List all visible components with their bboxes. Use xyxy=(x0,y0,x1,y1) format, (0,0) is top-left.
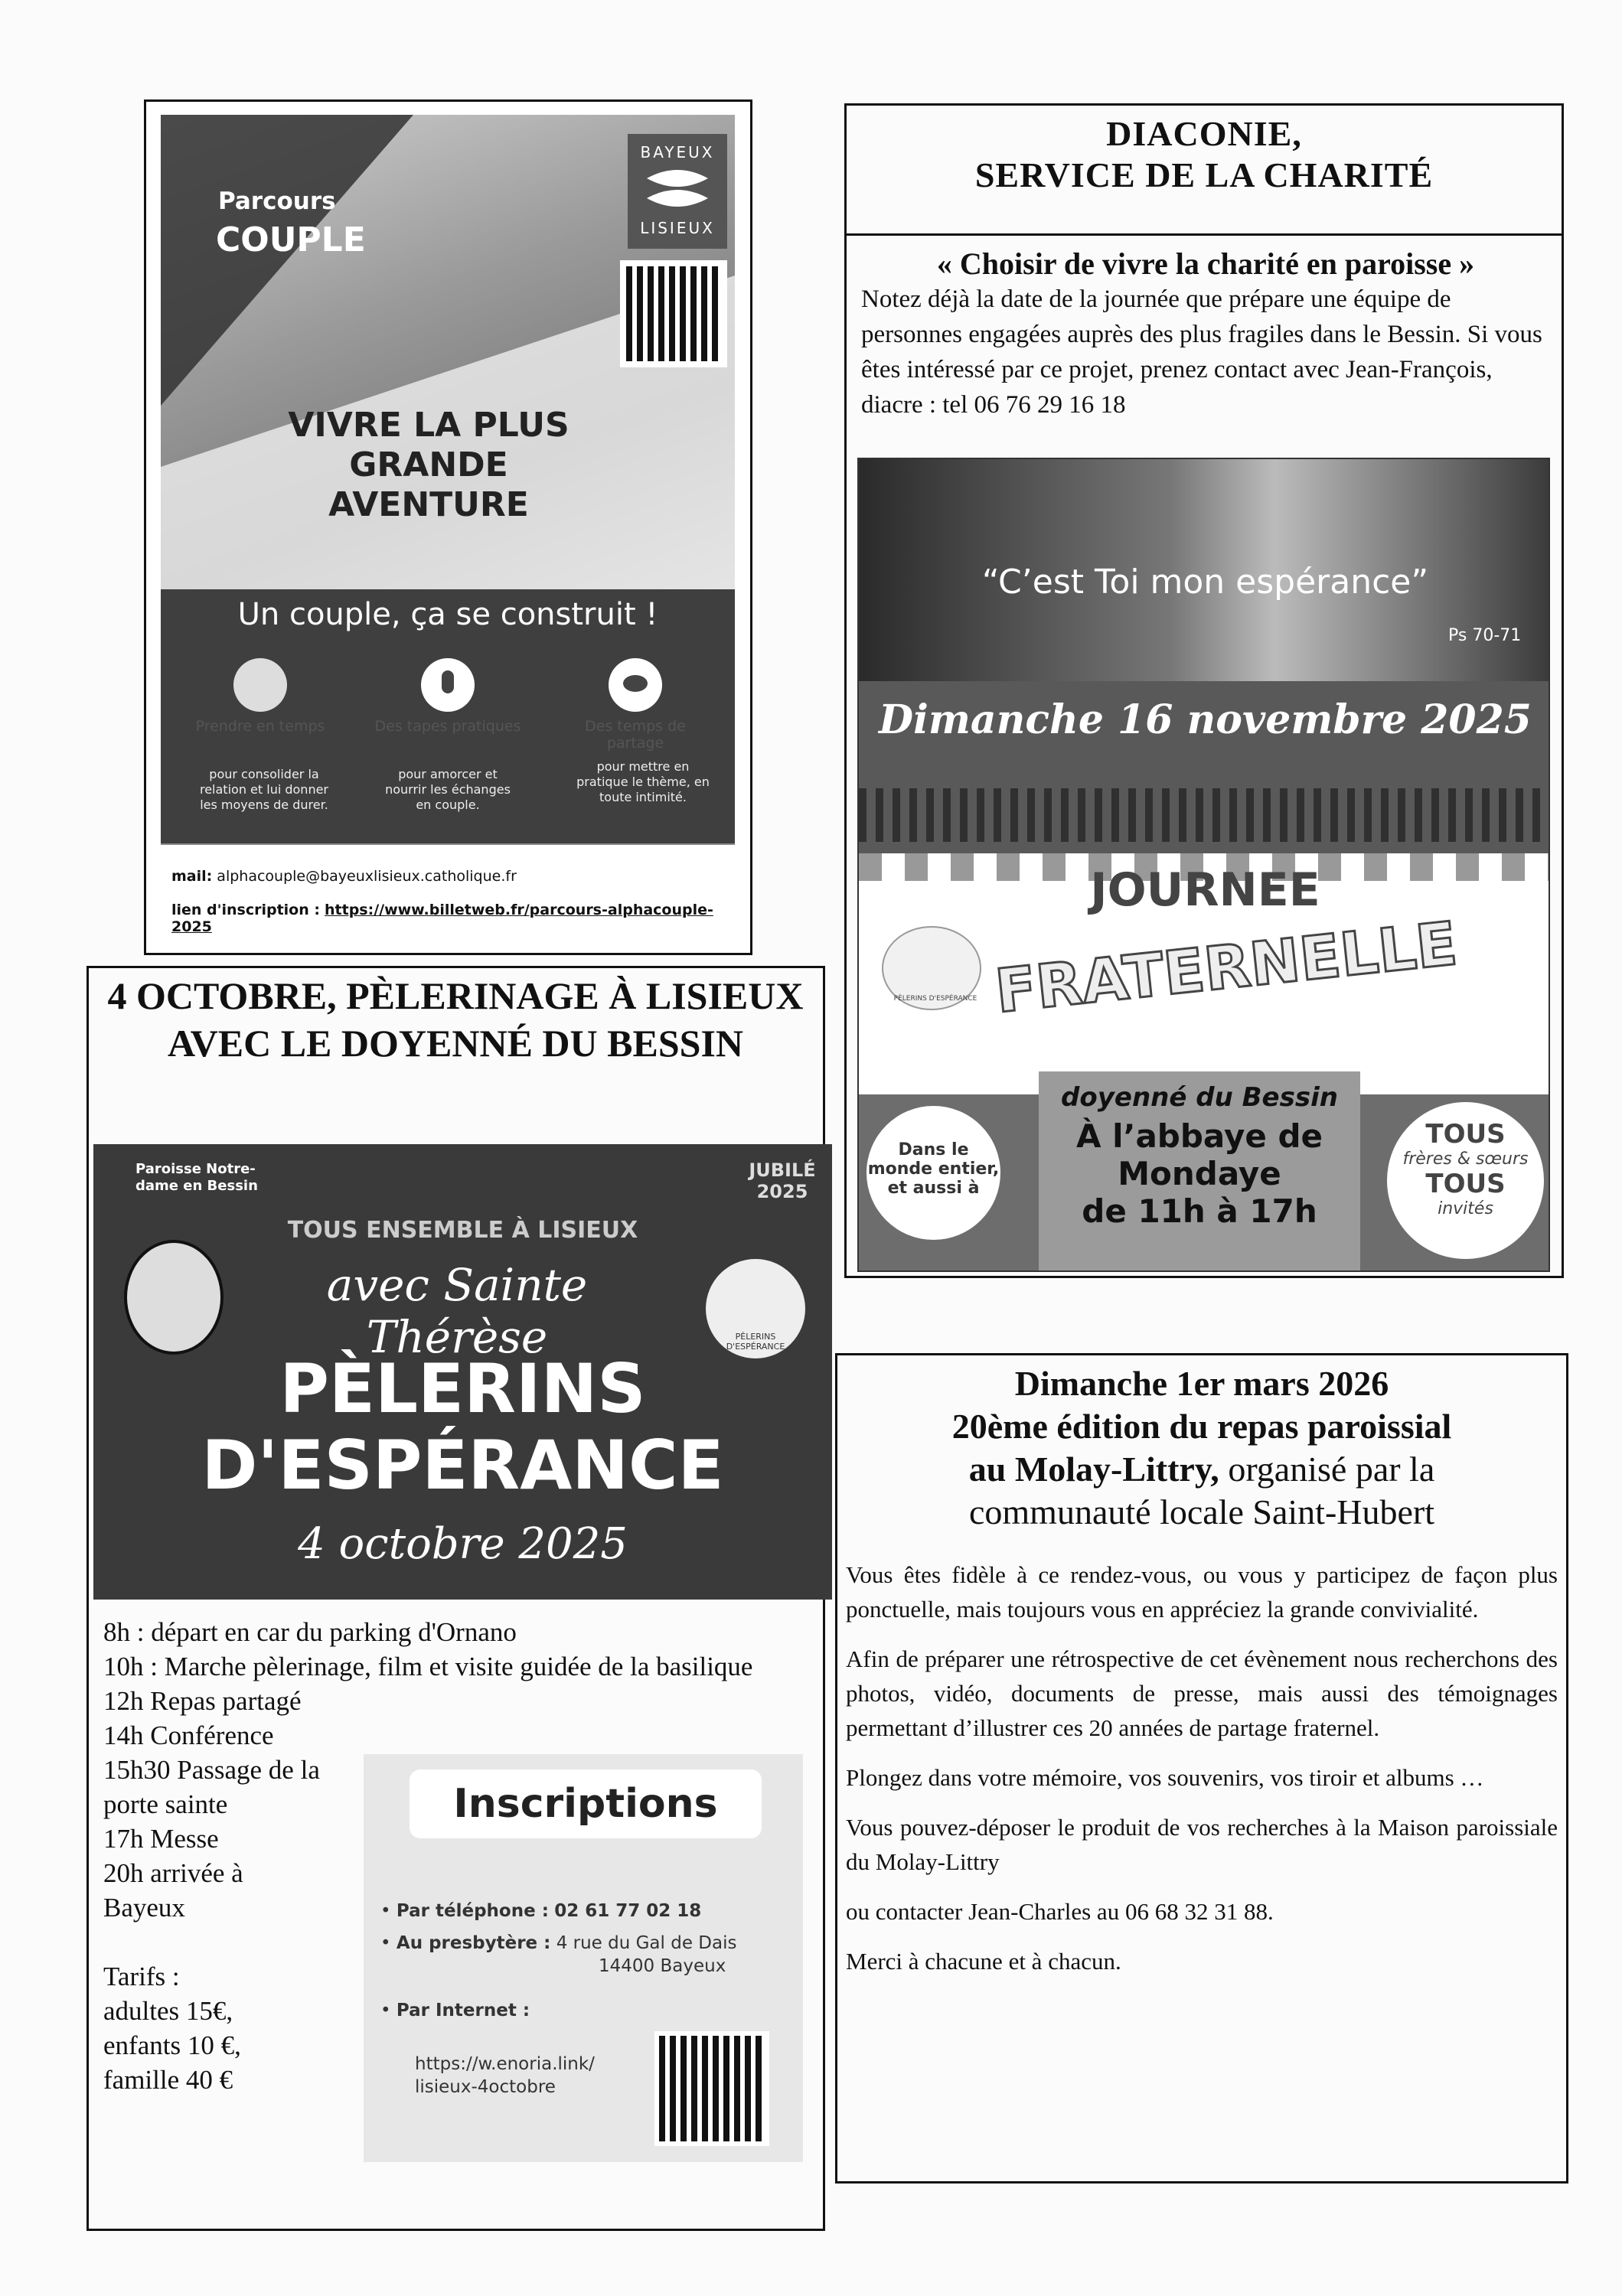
internet-line: • Par Internet : xyxy=(380,2001,530,2020)
repas-title-line4: communauté locale Saint-Hubert xyxy=(968,1492,1435,1531)
right-bubble xyxy=(1387,1102,1544,1259)
diaconie-quote: « Choisir de vivre la charité en paroisse » xyxy=(936,246,1475,281)
repas-paragraph: Plongez dans votre mémoire, vos souvenirs, vos tiroir et albums … xyxy=(846,1764,1484,1791)
phone-line: • Par téléphone : 02 61 77 02 18 xyxy=(380,1901,702,1921)
mail-value[interactable]: alphacouple@bayeuxlisieux.catholique.fr xyxy=(217,868,517,885)
saint-therese-portrait xyxy=(124,1240,224,1355)
pelerinage-poster xyxy=(93,1144,832,1600)
inscription-url-2[interactable]: lisieux-4octobre xyxy=(415,2077,556,2097)
journee-fraternelle-poster xyxy=(857,458,1550,1272)
repas-title-line3-bold: au Molay-Littry, xyxy=(968,1450,1219,1489)
jubile-label xyxy=(744,1159,821,1202)
feature-3-title-text: Des temps de xyxy=(585,718,686,735)
diaconie-title xyxy=(847,107,1562,233)
phone-label: Par téléphone : xyxy=(396,1901,549,1921)
right-tous-1: TOUS xyxy=(1425,1119,1506,1150)
couple-banner-line2: COUPLE xyxy=(216,220,366,259)
repas-paragraph: ou contacter Jean-Charles au 06 68 32 31 88. xyxy=(846,1898,1274,1925)
headline-line3: AVENTURE xyxy=(328,485,529,524)
couple-qr-code[interactable] xyxy=(620,260,727,367)
parish-name: Paroisse Notre-dame en Bessin xyxy=(135,1161,258,1194)
internet-label: Par Internet : xyxy=(396,2001,530,2020)
tarif-item: adultes 15€, xyxy=(103,1996,233,2026)
poster-quote: “C’est Toi mon espérance” xyxy=(981,563,1429,602)
saint-therese-text: avec Sainte Thérèse xyxy=(326,1259,588,1363)
poster-date: Dimanche 16 novembre 2025 xyxy=(879,696,1532,743)
schedule-item: 20h arrivée à Bayeux xyxy=(103,1858,243,1923)
pelerins-heading xyxy=(93,1351,832,1504)
bayeux-lisieux-logo xyxy=(628,134,727,249)
jubile-text: JUBILÉ xyxy=(749,1159,816,1181)
tarif-item: enfants 10 €, xyxy=(103,2030,241,2060)
people-row-illustration xyxy=(859,788,1550,842)
couple-banner-line1: Parcours xyxy=(218,188,336,215)
headline-line2: GRANDE xyxy=(349,445,508,484)
schedule-left-column xyxy=(103,1684,356,2097)
diaconie-title-line1: DIACONIE, xyxy=(1106,114,1302,153)
diaconie-separator xyxy=(847,233,1562,236)
feature-1-title-text: Prendre xyxy=(195,718,252,735)
couple-tagline: Un couple, ça se construit ! xyxy=(237,597,658,632)
repas-text xyxy=(846,1557,1558,1994)
poster-hours: de 11h à 17h xyxy=(1082,1192,1317,1230)
pelerinage-date: 4 octobre 2025 xyxy=(298,1519,628,1569)
pelerins-seal: PÈLERINS D'ESPÉRANCE xyxy=(706,1259,805,1358)
feature-2-text: pour amorcer et nourrir les échanges en couple. xyxy=(385,767,511,812)
logo-bottom: LISIEUX xyxy=(640,219,715,237)
diaconie-title-line2: SERVICE DE LA CHARITÉ xyxy=(974,155,1434,194)
registration-link[interactable]: https://www.billetweb.fr/parcours-alphacouple-2025 xyxy=(171,902,713,935)
poster-journee: JOURNEE xyxy=(1090,863,1320,917)
repas-paragraph: Vous pouvez-déposer le produit de vos recherches à la Maison paroissiale du Molay-Littry xyxy=(846,1814,1558,1875)
schedule-item: 12h Repas partagé xyxy=(103,1686,302,1716)
schedule-item: 8h : départ en car du parking d'Ornano xyxy=(103,1617,517,1647)
schedule-item: 14h Conférence xyxy=(103,1720,274,1750)
couple-poster xyxy=(161,115,735,843)
couple-contact-footer xyxy=(161,843,735,940)
poster-doyenne: doyenné du Bessin xyxy=(1061,1082,1338,1113)
link-label: lien d'inscription : xyxy=(171,902,320,918)
feature-1-subtitle: en temps xyxy=(256,718,325,735)
mail-label: mail: xyxy=(171,868,213,885)
right-freres: frères & sœurs xyxy=(1402,1150,1529,1169)
poster-place-line2: Mondaye xyxy=(1118,1155,1281,1192)
schedule-item: 10h : Marche pèlerinage, film et visite guidée de la basilique xyxy=(103,1652,753,1681)
microphone-icon xyxy=(421,658,475,712)
feature-1-text: pour consolider la relation et lui donner les moyens de durer. xyxy=(199,767,329,812)
presbytere-label: Au presbytère : xyxy=(396,1933,551,1953)
right-tous-2: TOUS xyxy=(1425,1169,1506,1199)
feature-1-title xyxy=(184,718,337,735)
people-icon xyxy=(233,658,287,712)
feature-2-title-text: Des tapes xyxy=(374,718,448,735)
diaconie-text xyxy=(861,246,1550,422)
poster-place-line1: À l’abbaye de xyxy=(1075,1117,1323,1155)
together-text: TOUS ENSEMBLE À LISIEUX xyxy=(287,1217,638,1244)
diaconie-body: Notez déjà la date de la journée que prépare une équipe de personnes engagées auprès des plus fragiles dans le Bessin. Si vous êtes intéressé par ce projet, prenez contact avec Jean-François, diacre : tel 06 76 29 16 18 xyxy=(861,285,1542,419)
repas-paragraph: Afin de préparer une rétrospective de cet évènement nous recherchons des photos, vidéo, documents de presse, mais aussi des témoignages permettant d’illustrer ces 20 années de partage fraternel. xyxy=(846,1645,1558,1741)
presbytere-line: • Au presbytère : 4 rue du Gal de Dais xyxy=(380,1933,737,1953)
inscription-url-1[interactable]: https://w.enoria.link/ xyxy=(415,2054,595,2074)
presbytere-address-1: 4 rue du Gal de Dais xyxy=(556,1933,737,1953)
couple-headline xyxy=(276,406,582,525)
feature-3-subtitle: partage xyxy=(606,735,664,752)
jubile-logo-label: PÈLERINS D'ESPÉRANCE xyxy=(893,995,977,1003)
couple-bottom-panel xyxy=(161,589,735,843)
pelerins-word: PÈLERINS xyxy=(279,1349,646,1428)
headline-line1: VIVRE LA PLUS xyxy=(288,406,569,445)
schedule-item: 15h30 Passage de la porte sainte xyxy=(103,1755,320,1819)
couple-link-line xyxy=(171,902,724,935)
repas-title-line3-rest: organisé par la xyxy=(1219,1450,1435,1489)
fish-icon xyxy=(639,161,716,215)
feature-3-text: pour mettre en pratique le thème, en toute intimité. xyxy=(576,759,710,804)
logo-top: BAYEUX xyxy=(640,143,715,161)
inscriptions-title: Inscriptions xyxy=(410,1769,762,1838)
poster-psalm-ref: Ps 70-71 xyxy=(1448,626,1522,645)
tarifs-label: Tarifs : xyxy=(103,1962,180,1991)
schedule-item: 17h Messe xyxy=(103,1824,219,1854)
location-panel xyxy=(1039,1071,1360,1272)
left-bubble: Dans le monde entier, et aussi à xyxy=(866,1106,1000,1240)
presbytere-address-2: 14400 Bayeux xyxy=(599,1956,726,1976)
repas-title-line1: Dimanche 1er mars 2026 xyxy=(1014,1364,1389,1403)
tarif-item: famille 40 € xyxy=(103,2065,233,2095)
pelerinage-title: 4 OCTOBRE, PÈLERINAGE À LISIEUX AVEC LE DOYENNÉ DU BESSIN xyxy=(107,974,804,1065)
jubile-year: 2025 xyxy=(756,1181,808,1202)
couple-mail-line xyxy=(171,868,724,885)
repas-title-line2: 20ème édition du repas paroissial xyxy=(951,1407,1452,1446)
repas-paragraph: Merci à chacune et à chacun. xyxy=(846,1948,1121,1975)
repas-paragraph: Vous êtes fidèle à ce rendez-vous, ou vous y participez de façon plus ponctuelle, mais toujours vous en appréciez la grande convivialité. xyxy=(846,1561,1558,1623)
inscription-qr-code[interactable] xyxy=(654,2031,769,2146)
feature-2-subtitle: pratiques xyxy=(452,718,521,735)
poster-fraternelle: FRATERNELLE xyxy=(992,909,1460,1027)
esperance-word: D'ESPÉRANCE xyxy=(201,1426,724,1505)
right-invites: invités xyxy=(1438,1199,1493,1218)
inscriptions-card xyxy=(364,1754,803,2162)
repas-title-line3 xyxy=(842,1448,1562,1491)
repas-title xyxy=(842,1362,1562,1534)
phone-value[interactable]: 02 61 77 02 18 xyxy=(554,1901,702,1921)
feature-2-title xyxy=(371,718,524,735)
chat-bubbles-icon xyxy=(609,658,662,712)
feature-3-title xyxy=(559,718,712,752)
